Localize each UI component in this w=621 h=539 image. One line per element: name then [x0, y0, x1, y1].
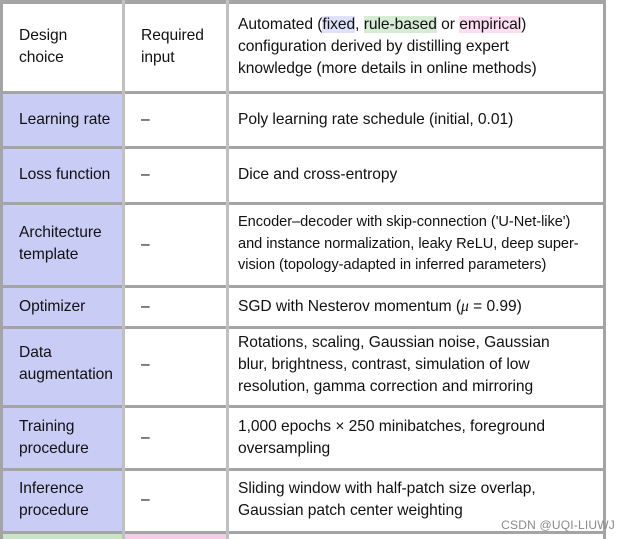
desc-line: Dice and cross-entropy: [238, 166, 398, 183]
choice-label: Learning rate: [19, 111, 111, 128]
column-divider: [226, 0, 229, 539]
row-loss-function-desc: [228, 149, 606, 202]
choice-label-line1: Training: [19, 418, 75, 435]
row-divider: [0, 91, 606, 94]
header-design-choice-line2: choice: [19, 49, 64, 66]
desc-line-1: Encoder–decoder with skip-connection ('U-Net-like'): [238, 214, 571, 230]
watermark: CSDN @UQI-LIUWJ: [501, 518, 615, 532]
table-border-top: [0, 0, 606, 4]
row-data-augmentation-choice: [3, 329, 124, 405]
desc-line-3: vision (topology-adapted in inferred parameters): [238, 257, 547, 273]
row-data-augmentation-desc: [228, 329, 606, 405]
input-label: –: [141, 236, 150, 253]
row-learning-rate-desc: [228, 94, 606, 146]
legend-fixed: fixed: [322, 16, 356, 33]
row-training-procedure-input: [124, 408, 228, 468]
choice-label-line1: Inference: [19, 480, 84, 497]
row-loss-function-input: [124, 149, 228, 202]
desc-line-2: Gaussian patch center weighting: [238, 502, 463, 519]
choice-label-line2: augmentation: [19, 366, 113, 383]
header-automated-config-cell: [228, 4, 606, 91]
legend-rule-based: rule-based: [363, 16, 437, 33]
desc-line: SGD with Nesterov momentum (μ = 0.99): [238, 298, 522, 315]
row-divider: [0, 285, 606, 288]
legend-empirical: empirical: [459, 16, 522, 33]
row-architecture-template-input: [124, 205, 228, 285]
row-divider: [0, 326, 606, 329]
choice-label-line1: Data: [19, 344, 52, 361]
row-divider: [0, 405, 606, 408]
row-optimizer-desc: [228, 288, 606, 326]
desc-line-1: Rotations, scaling, Gaussian noise, Gaussian: [238, 334, 550, 351]
input-label: –: [141, 429, 150, 446]
row-next-choice-partial: [3, 534, 124, 539]
row-training-procedure-choice: [3, 408, 124, 468]
input-label: –: [141, 111, 150, 128]
choice-label-line2: procedure: [19, 502, 89, 519]
choice-label-line1: Architecture: [19, 224, 102, 241]
desc-line-2: and instance normalization, leaky ReLU, deep super-: [238, 235, 579, 252]
header-required-input-line1: Required: [141, 27, 204, 44]
row-inference-procedure-choice: [3, 471, 124, 531]
header-required-input-line2: input: [141, 49, 175, 66]
input-label: –: [141, 491, 150, 508]
row-divider: [0, 146, 606, 149]
row-inference-procedure-input: [124, 471, 228, 531]
mu-symbol: μ: [461, 298, 469, 315]
input-label: –: [141, 298, 150, 315]
header-automated-line3: knowledge (more details in online methods): [238, 60, 537, 77]
row-optimizer-input: [124, 288, 228, 326]
desc-line: Poly learning rate schedule (initial, 0.01): [238, 111, 514, 128]
row-architecture-template-choice: [3, 205, 124, 285]
row-loss-function-choice: [3, 149, 124, 202]
desc-line-1: 1,000 epochs × 250 minibatches, foreground: [238, 418, 545, 435]
choice-label: Loss function: [19, 166, 111, 183]
desc-line-2: blur, brightness, contrast, simulation of low: [238, 356, 530, 373]
row-data-augmentation-input: [124, 329, 228, 405]
header-automated-line2: configuration derived by distilling expert: [238, 38, 509, 55]
header-required-input-cell: [124, 4, 228, 91]
row-architecture-template-desc: [228, 205, 606, 285]
row-divider: [0, 468, 606, 471]
input-label: –: [141, 166, 150, 183]
choice-label-line2: template: [19, 246, 79, 263]
table-border-left: [0, 0, 3, 539]
row-training-procedure-desc: [228, 408, 606, 468]
row-learning-rate-choice: [3, 94, 124, 146]
row-next-input-partial: [124, 534, 228, 539]
header-design-choice-line1: Design: [19, 27, 68, 44]
header-design-choice-cell: [3, 4, 124, 91]
desc-line-1: Sliding window with half-patch size overlap,: [238, 480, 536, 497]
choice-label-line2: procedure: [19, 440, 89, 457]
table-border-right: [603, 0, 606, 539]
desc-line-3: resolution, gamma correction and mirroring: [238, 378, 534, 395]
choice-label: Optimizer: [19, 298, 86, 315]
column-divider: [122, 0, 125, 539]
header-automated-line1: Automated (fixed, rule-based or empirical): [238, 16, 527, 33]
row-optimizer-choice: [3, 288, 124, 326]
input-label: –: [141, 356, 150, 373]
desc-line-2: oversampling: [238, 440, 331, 457]
row-learning-rate-input: [124, 94, 228, 146]
row-divider: [0, 202, 606, 205]
